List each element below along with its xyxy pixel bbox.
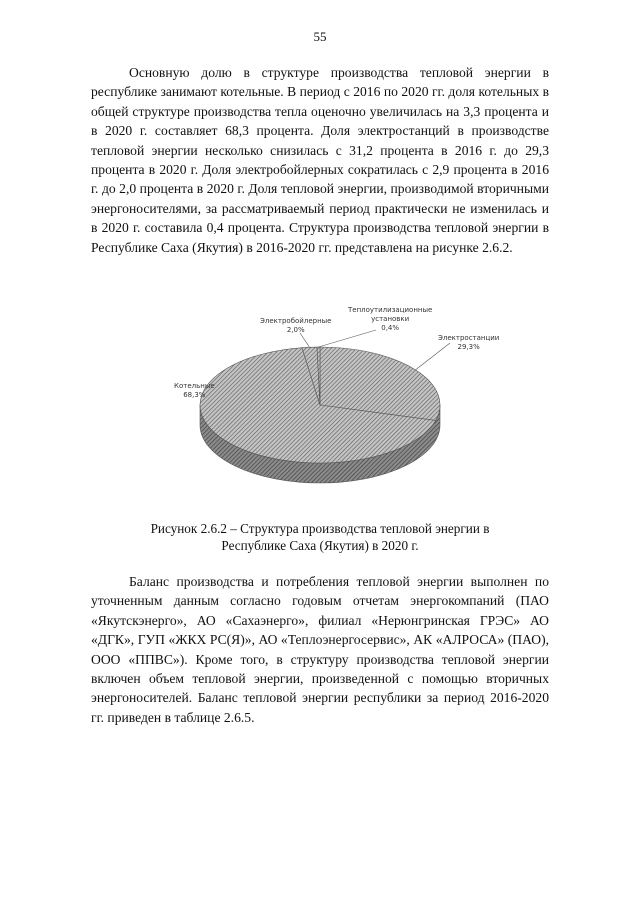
caption-line-2: Республике Саха (Якутия) в 2020 г. (221, 538, 419, 553)
figure-caption (91, 520, 549, 554)
leader-line-2 (300, 333, 309, 347)
paragraph-1: Основную долю в структуре производства тепловой энергии в республике занимают котельные. В период с 2016 по 2020 гг. доля котельных в общей структуре производства тепла оценочно увеличилась на 3,3 процента и в 2020 г. составляет 68,3 процента. Доля электростанций в производстве тепловой энергии несколько снизилась с 31,2 процента в 2016 г. до 29,3 процента в 2020 г. Доля электробойлерных сократилась с 2,9 процента в 2016 г. до 2,0 процента в 2020 г. Доля тепловой энергии, производимой вторичными энергоносителями, за рассматриваемый период практически не изменилась и в 2020 г. составила 0,4 процента. Структура производства тепловой энергии в Республике Саха (Якутия) в 2016-2020 гг. представлена на рисунке 2.6.2. (91, 65, 549, 255)
pie-chart-figure (150, 300, 500, 510)
label-teploutilizatsionnye: Теплоутилизационные установки 0,4% (348, 306, 433, 332)
caption-line-1: Рисунок 2.6.2 – Структура производства тепловой энергии в (150, 521, 490, 536)
page-number: 55 (313, 29, 327, 44)
pie-slices-group (200, 347, 440, 463)
label-elektroboilernye: Электробойлерные 2,0% (260, 317, 332, 334)
paragraph-2: Баланс производства и потребления тепловой энергии выполнен по уточненным данным согласно годовым отчетам энергокомпаний (ПАО «Якутскэнерго», АО «Сахаэнерго», филиал «Нерюнгринская ГРЭС» АО «ДГК», ГУП «ЖКХ РС(Я)», АО «Теплоэнергосервис», АК «АЛРОСА» (ПАО), ООО «ППВС»). Кроме того, в структуру производства тепловой энергии включен объем тепловой энергии, произведенной с помощью вторичных энергоносителей. Баланс тепловой энергии республики за период 2016-2020 гг. приведен в таблице 2.6.5. (91, 574, 549, 725)
label-elektrostantsii: Электростанции 29,3% (438, 334, 500, 351)
label-kotelnye: Котельные 68,3% (174, 382, 215, 399)
